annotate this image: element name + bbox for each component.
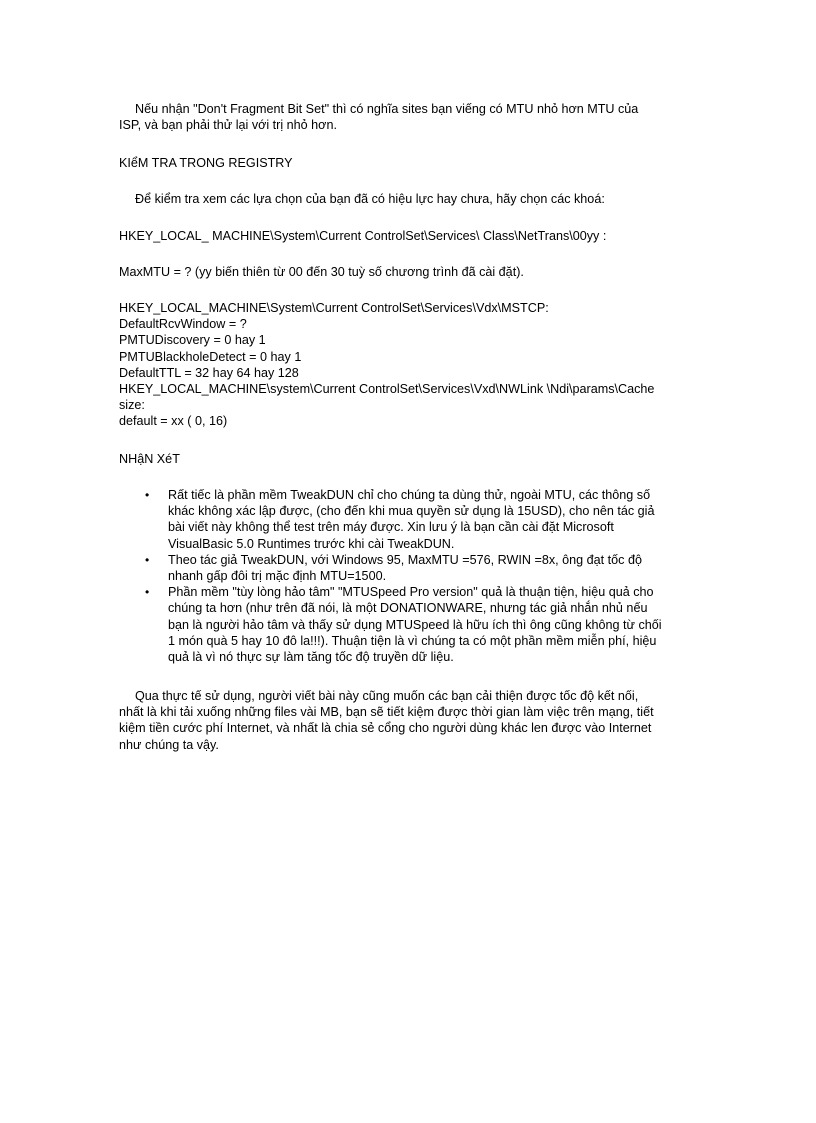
paragraph-line: như chúng ta vậy.	[119, 737, 219, 752]
heading-comments: NHậN XéT	[119, 452, 180, 466]
bullet-line: bạn là người hảo tâm và thấy sử dụng MTUSpeed là hữu ích thì ông cũng không từ chối	[168, 617, 662, 632]
paragraph-line: Qua thực tế sử dụng, người viết bài này cũng muốn các bạn cải thiện được tốc độ kết nối,	[135, 689, 639, 703]
registry-key-nettrans: HKEY_LOCAL_ MACHINE\System\Current ControlSet\Services\ Class\NetTrans\00yy :	[119, 229, 607, 243]
registry-line: PMTUBlackholeDetect = 0 hay 1	[119, 349, 302, 364]
bullet-line: quả là vì nó thực sự làm tăng tốc độ truyền dữ liệu.	[168, 650, 454, 665]
bullet-line: nhanh gấp đôi trị mặc định MTU=1500.	[168, 569, 387, 584]
bullet-item	[119, 487, 699, 552]
heading-registry-check: KIểM TRA TRONG REGISTRY	[119, 156, 293, 170]
bullet-line: 1 món quà 5 hay 10 đô la!!!). Thuận tiện là vì chúng ta có một phần mềm miễn phí, hiệu	[168, 633, 657, 648]
registry-settings-block	[119, 300, 699, 430]
bullet-item	[119, 584, 699, 665]
bullet-line: Theo tác giả TweakDUN, với Windows 95, MaxMTU =576, RWIN =8x, ông đạt tốc độ	[168, 552, 642, 567]
paragraph-check-keys: Để kiểm tra xem các lựa chọn của bạn đã có hiệu lực hay chưa, hãy chọn các khoá:	[135, 192, 605, 206]
bullet-line: bài viết này không thể test trên máy được. Xin lưu ý là bạn cần cài đặt Microsoft	[168, 520, 614, 535]
bullet-icon: •	[145, 585, 150, 600]
registry-line: HKEY_LOCAL_MACHINE\System\Current ControlSet\Services\Vdx\MSTCP:	[119, 301, 549, 315]
registry-line: size:	[119, 398, 145, 413]
bullet-item	[119, 552, 699, 584]
paragraph-line: ISP, và bạn phải thử lại với trị nhỏ hơn.	[119, 118, 337, 133]
paragraph-dont-fragment	[119, 101, 699, 133]
paragraph-line: kiệm tiền cước phí Internet, và nhất là chia sẻ cổng cho người dùng khác len được vào Internet	[119, 721, 652, 736]
bullet-line: chúng ta hơn (như trên đã nói, là một DONATIONWARE, nhưng tác giả nhắn nhủ nếu	[168, 601, 648, 616]
bullet-line: Rất tiếc là phần mềm TweakDUN chỉ cho chúng ta dùng thử, ngoài MTU, các thông số	[168, 488, 651, 502]
bullet-icon: •	[145, 552, 150, 567]
paragraph-line: nhất là khi tải xuống những files vài MB, bạn sẽ tiết kiệm được thời gian làm việc trên mạng, tiết	[119, 705, 654, 720]
registry-line: default = xx ( 0, 16)	[119, 414, 228, 429]
paragraph-conclusion	[119, 688, 699, 753]
registry-line: DefaultRcvWindow = ?	[119, 317, 247, 332]
bullet-icon: •	[145, 488, 150, 502]
bullet-line: khác không xác lập được, (cho đến khi mua quyền sử dụng là 15USD), cho nên tác giả	[168, 504, 655, 519]
bullet-line: Phần mềm "tùy lòng hảo tâm" "MTUSpeed Pro version" quả là thuận tiện, hiệu quả cho	[168, 585, 654, 600]
registry-line: HKEY_LOCAL_MACHINE\system\Current ControlSet\Services\Vxd\NWLink \Ndi\params\Cache	[119, 382, 655, 397]
maxmtu-line: MaxMTU = ? (yy biến thiên từ 00 đến 30 tuỳ số chương trình đã cài đặt).	[119, 265, 524, 279]
bullet-line: VisualBasic 5.0 Runtimes trước khi cài TweakDUN.	[168, 536, 455, 551]
registry-line: PMTUDiscovery = 0 hay 1	[119, 333, 266, 348]
registry-line: DefaultTTL = 32 hay 64 hay 128	[119, 365, 299, 380]
paragraph-line: Nếu nhận "Don't Fragment Bit Set" thì có nghĩa sites bạn viếng có MTU nhỏ hơn MTU của	[135, 102, 639, 116]
comments-bullet-list	[119, 487, 699, 665]
